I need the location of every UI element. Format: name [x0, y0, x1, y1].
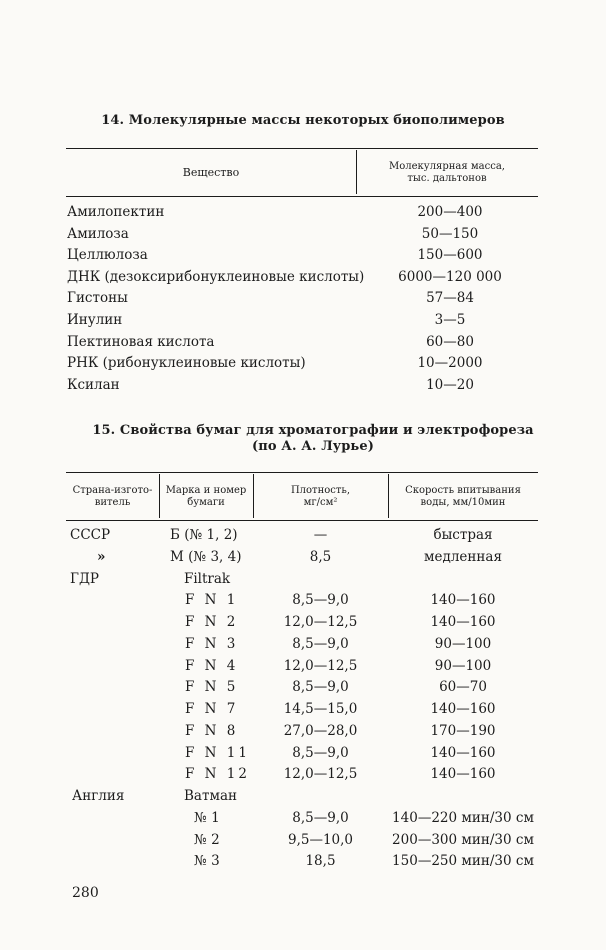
table15-header-country-l2: витель [94, 497, 131, 508]
table14-row-value: 6000—120 000 [398, 269, 502, 285]
table15-header-brand-l1: Марка и номер [165, 485, 247, 496]
table15-row-brand: F N 2 [185, 614, 239, 630]
table15-row-density: 8,5—9,0 [292, 679, 349, 695]
table15-row-speed: 140—160 [430, 745, 496, 761]
table15-row-density: 18,5 [305, 853, 336, 869]
table14-row-name: Пектиновая кислота [67, 334, 215, 350]
table15-row-brand: F N 12 [185, 766, 250, 782]
table15-row-speed: 140—160 [430, 701, 496, 717]
table14-title: 14. Молекулярные массы некоторых биополимеров [101, 113, 505, 128]
table15-row-brand: Б (№ 1, 2) [170, 527, 238, 543]
table14-row-name: Целлюлоза [67, 247, 148, 263]
table15-row-brand: F N 7 [185, 701, 239, 717]
table15-row-country: » [97, 549, 106, 565]
table15-title-line1: 15. Свойства бумаг для хроматографии и электрофореза [92, 423, 534, 438]
table15-row-density: 8,5—9,0 [292, 592, 349, 608]
table15-row-speed: 60—70 [439, 679, 487, 695]
table15-row-density: 14,5—15,0 [283, 701, 358, 717]
table15-row-density: 8,5—9,0 [292, 810, 349, 826]
table15-row-brand: Filtrak [184, 571, 231, 587]
table15-title-line2: (по А. А. Лурье) [252, 439, 374, 454]
table15-row-speed: 140—160 [430, 766, 496, 782]
table15-row-brand: F N 5 [185, 679, 239, 695]
table15-row-brand: Ватман [184, 788, 237, 804]
table14-row-value: 60—80 [426, 334, 474, 350]
table15-header-brand-l2: бумаги [187, 497, 225, 508]
table15-row-density: 12,0—12,5 [283, 658, 358, 674]
table15-row-speed: 140—160 [430, 592, 496, 608]
table14-row-name: РНК (рибонуклеиновые кислоты) [67, 355, 306, 371]
page-number: 280 [72, 885, 99, 901]
table14-row-name: Ксилан [67, 377, 120, 393]
table15-header-density-l2: мг/см² [303, 497, 338, 508]
table14-header-rule [66, 196, 538, 197]
table15-row-speed: 140—220 мин/30 см [392, 810, 534, 826]
table15-row-brand: F N 3 [185, 636, 239, 652]
table15-header-country-l1: Страна-изгото- [72, 485, 153, 496]
table14-row-value: 3—5 [434, 312, 466, 328]
table15-row-brand: № 2 [194, 832, 220, 848]
table15-row-brand: F N 8 [185, 723, 239, 739]
table15-row-brand: F N 1 [185, 592, 239, 608]
table15-row-country: ГДР [70, 571, 99, 587]
table15-row-brand: М (№ 3, 4) [170, 549, 242, 565]
table15-row-brand: № 1 [194, 810, 220, 826]
table15-row-speed: 140—160 [430, 614, 496, 630]
table15-top-rule [66, 472, 538, 473]
table15-row-speed: медленная [424, 549, 502, 565]
table14-row-name: Гистоны [67, 290, 128, 306]
table15-row-density: 12,0—12,5 [283, 766, 358, 782]
table15-row-speed: 90—100 [434, 636, 492, 652]
table14-row-value: 200—400 [417, 204, 483, 220]
table15-row-density: 12,0—12,5 [283, 614, 358, 630]
table15-row-speed: быстрая [433, 527, 493, 543]
table15-row-speed: 150—250 мин/30 см [392, 853, 534, 869]
table15-row-speed: 90—100 [434, 658, 492, 674]
table14-row-value: 10—20 [426, 377, 474, 393]
table15-header-speed-l1: Скорость впитывания [405, 485, 521, 496]
table14-row-name: ДНК (дезоксирибонуклеиновые кислоты) [67, 269, 365, 285]
table15-row-speed: 170—190 [430, 723, 496, 739]
table15-row-brand: № 3 [194, 853, 220, 869]
table15-row-density: — [313, 527, 328, 543]
table14-top-rule [66, 148, 538, 149]
table15-row-country: СССР [70, 527, 111, 543]
table15-row-density: 27,0—28,0 [283, 723, 358, 739]
table15-row-density: 8,5—9,0 [292, 636, 349, 652]
table15-header-rule [66, 520, 538, 521]
table15-row-density: 8,5—9,0 [292, 745, 349, 761]
table14-row-name: Амилоза [67, 226, 129, 242]
table14-header-mass-line2: тыс. дальтонов [407, 173, 487, 184]
table14-header-mass-line1: Молекулярная масса, [389, 161, 505, 172]
table15-header-speed-l2: воды, мм/10мин [420, 497, 506, 508]
table14-row-value: 150—600 [417, 247, 483, 263]
table14-row-value: 10—2000 [417, 355, 483, 371]
table15-row-country: Англия [72, 788, 125, 804]
table14-row-name: Амилопектин [67, 204, 165, 220]
table14-row-value: 57—84 [426, 290, 474, 306]
table15-row-brand: F N 4 [185, 658, 239, 674]
table15-row-brand: F N 11 [185, 745, 250, 761]
table14-row-value: 50—150 [421, 226, 479, 242]
table15-row-density: 9,5—10,0 [287, 832, 354, 848]
table15-row-density: 8,5 [309, 549, 332, 565]
table14-row-name: Инулин [67, 312, 123, 328]
table15-row-speed: 200—300 мин/30 см [392, 832, 534, 848]
table15-header-density-l1: Плотность, [290, 485, 351, 496]
table14-header-substance: Вещество [182, 166, 240, 179]
